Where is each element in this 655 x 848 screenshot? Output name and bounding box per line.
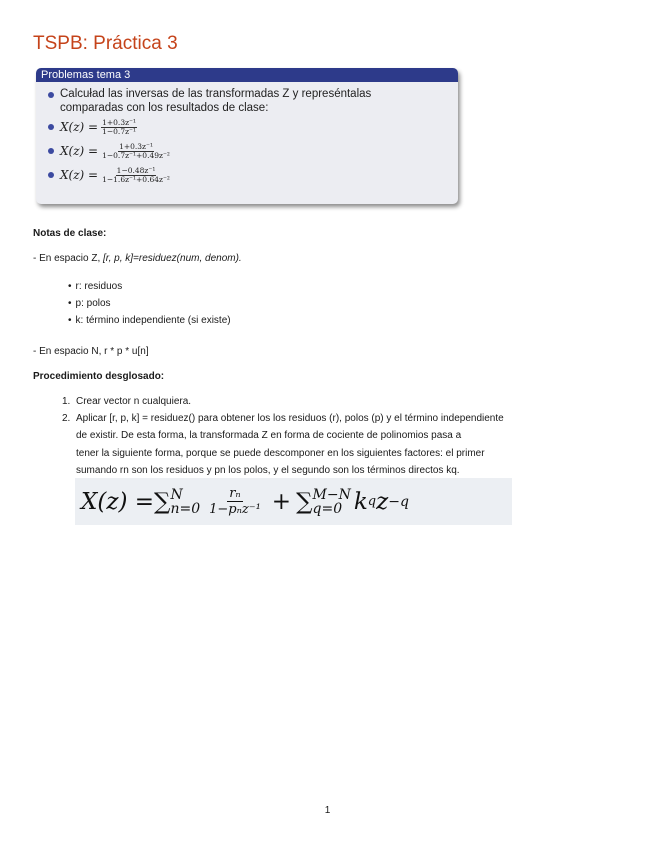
block-header: Problemas tema 3 [36, 68, 458, 82]
step-1: 1. Crear vector n cualquiera. [62, 396, 192, 407]
formula-lhs: X(z) = [81, 488, 155, 515]
step-text-continued: de existir. De esta forma, la transformada Z en forma de cociente de polinomios pasa a [76, 430, 462, 442]
fraction-numerator: 1+0.3z⁻¹ [102, 117, 137, 127]
formula-lhs: X(z) = [60, 168, 99, 182]
block-intro-item [44, 87, 450, 115]
bullet-icon [48, 124, 54, 130]
formula-fraction [101, 167, 171, 184]
space-z-prefix: - En espacio Z, [33, 253, 104, 264]
plus-sign: + [271, 488, 292, 515]
step-text-continued: tener la siguiente forma, porque se puede descomponer en los siguientes factores: el primer [76, 447, 485, 459]
formula-lhs: X(z) = [60, 120, 99, 134]
procedure-heading: Procedimiento desglosado: [33, 371, 165, 382]
residue-fraction [209, 486, 261, 517]
bullet-icon [48, 148, 54, 154]
formula-item-2 [44, 139, 450, 163]
notes-heading: Notas de clase: [33, 228, 107, 239]
list-item: • r: residuos [68, 278, 231, 295]
z-exponent: −q [388, 493, 409, 510]
z-variable: z [376, 488, 389, 515]
step-text: Aplicar [r, p, k] = residuez() para obtener los los residuos (r), polos (p) y el término independiente [76, 413, 504, 425]
notes-bullet-list [68, 278, 231, 329]
sum-upper-limit: M−N [312, 486, 351, 503]
step-text: Crear vector n cualquiera. [76, 396, 192, 407]
formula-fraction [101, 143, 171, 160]
step-2: 2. Aplicar [r, p, k] = residuez() para obtener los los residuos (r), polos (p) y el término independiente [62, 413, 504, 425]
formula-item-3 [44, 163, 450, 187]
sum-limits [313, 488, 351, 516]
fraction-numerator: rₙ [229, 486, 241, 501]
fraction-denominator: 1−0.7z⁻¹ [102, 126, 137, 136]
fraction-denominator: 1−1.6z⁻¹+0.64z⁻² [102, 174, 170, 184]
direct-term: k [353, 488, 368, 515]
space-n-line: - En espacio N, r * p * u[n] [33, 346, 149, 357]
block-intro-text: Calcuład las inversas de las transformadas Z y represéntalas comparadas con los resultados de clase: [60, 88, 372, 114]
bullet-icon [48, 172, 54, 178]
direct-term-subscript: q [367, 494, 377, 509]
sum-symbol: ∑ [154, 488, 171, 515]
space-z-line [33, 253, 242, 264]
formula-fraction [101, 119, 137, 136]
page-title: TSPB: Práctica 3 [33, 33, 178, 54]
bullet-icon [48, 92, 54, 98]
block-body [36, 82, 458, 187]
sum-symbol: ∑ [296, 488, 313, 515]
sum-lower-limit: n=0 [170, 500, 201, 517]
fraction-numerator: 1+0.3z⁻¹ [119, 141, 153, 151]
sum-upper-limit: N [170, 486, 183, 503]
problems-block [36, 68, 458, 204]
fraction-numerator: 1−0.48z⁻¹ [116, 165, 156, 175]
step-text-continued: sumando rn son los residuos y pn los polos, y el segundo son los términos directos kq. [76, 464, 460, 476]
fraction-denominator: 1−pₙz⁻¹ [209, 502, 261, 517]
formula-lhs: X(z) = [60, 144, 99, 158]
fraction-denominator: 1−0.7z⁻¹+0.49z⁻² [102, 150, 170, 160]
list-item: • p: polos [68, 295, 231, 312]
sum-limits [170, 488, 200, 516]
list-item: • k: término independiente (si existe) [68, 312, 231, 329]
sum-lower-limit: q=0 [312, 500, 343, 517]
decomposition-formula [75, 478, 512, 525]
space-z-code: [r, p, k]=residuez(num, denom). [103, 253, 242, 264]
formula-item-1 [44, 115, 450, 139]
procedure-steps [62, 393, 504, 479]
page-number: 1 [324, 805, 331, 816]
